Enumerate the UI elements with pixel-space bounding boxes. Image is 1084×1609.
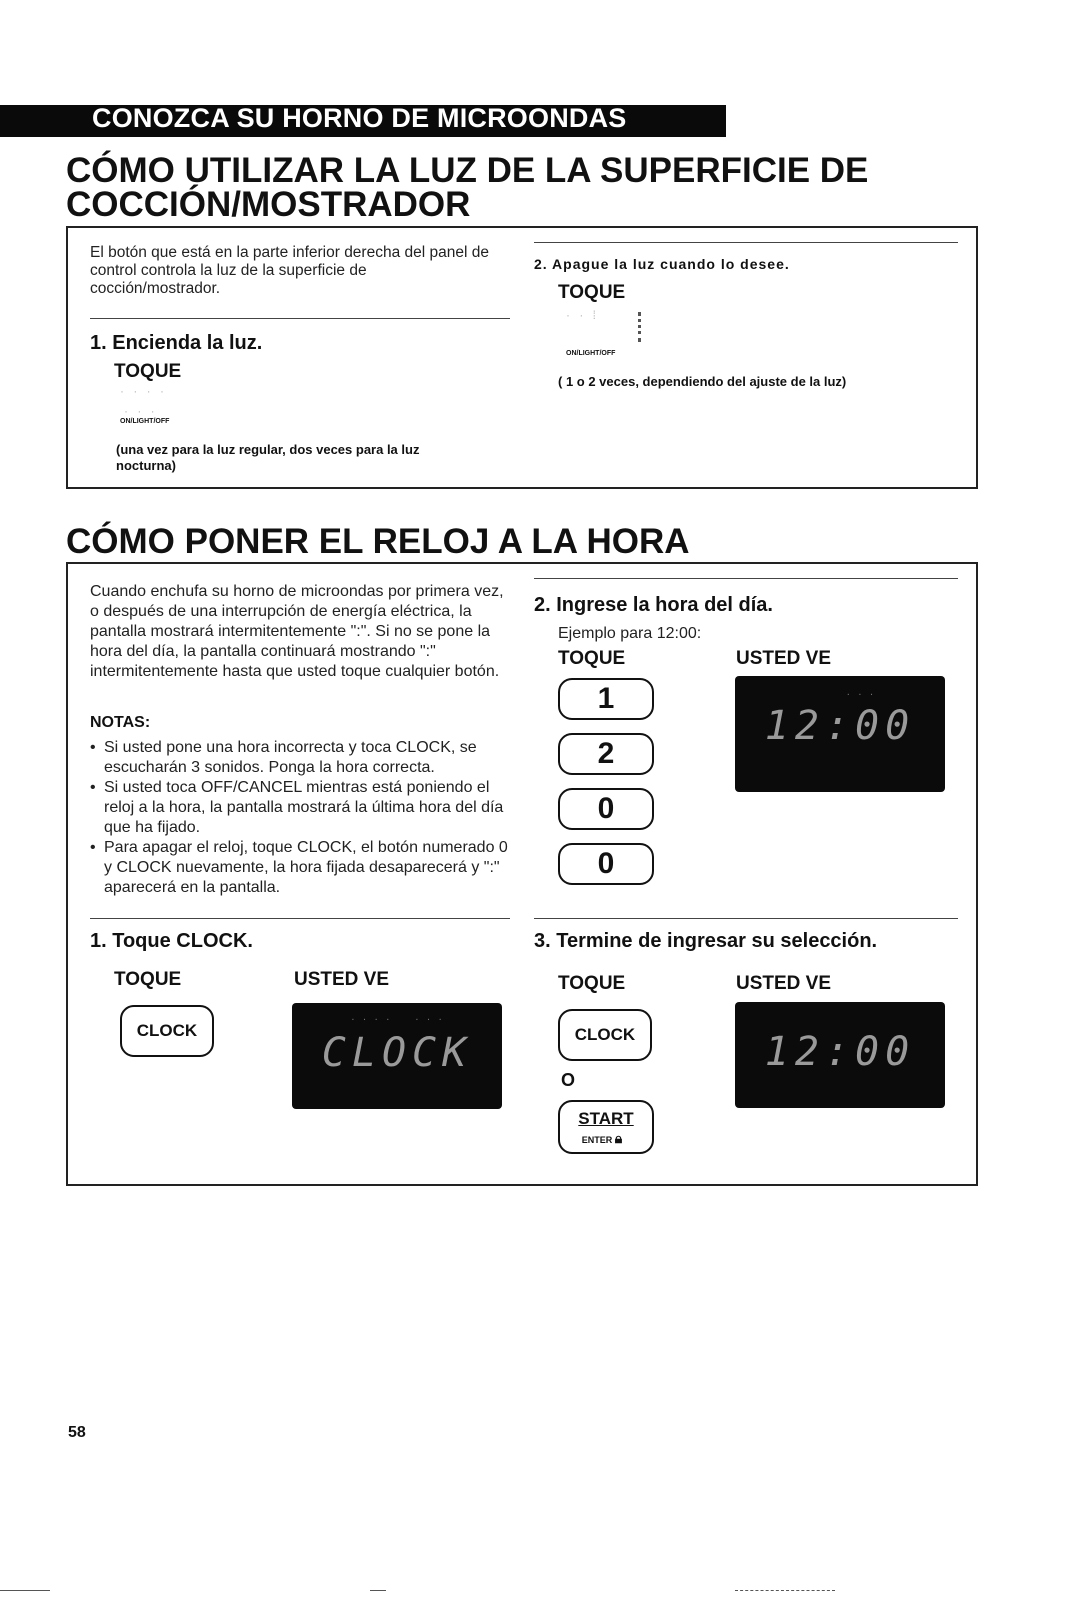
number-key-0[interactable]: 0	[558, 788, 654, 830]
clock-step2-example: Ejemplo para 12:00:	[558, 625, 702, 642]
display-indicators: · · · · · · ·	[350, 1015, 444, 1024]
time-display	[735, 676, 945, 792]
clock-step1-touch-label: TOQUE	[114, 969, 182, 990]
section-light-intro: El botón que está en la parte inferior derecha del panel de control controla la luz de la superficie de cocción/mostrador.	[90, 244, 489, 297]
light-step2-key-button[interactable]: ON/LIGHT/OFF	[566, 350, 616, 357]
enter-text: ENTER	[581, 1135, 613, 1145]
header-banner-title: CONOZCA SU HORNO DE MICROONDAS	[92, 103, 627, 133]
enter-label	[560, 1130, 652, 1147]
divider	[90, 318, 510, 319]
notes-title: NOTAS:	[90, 714, 151, 731]
clock-button[interactable]: CLOCK	[558, 1009, 652, 1061]
clock-step2-touch-label: TOQUE	[558, 648, 626, 669]
section-light-title-line1: CÓMO UTILIZAR LA LUZ DE LA SUPERFICIE DE	[66, 151, 869, 190]
note-item: • Si usted pone una hora incorrecta y toca CLOCK, se escucharán 3 sonidos. Ponga la hora correcta.	[90, 738, 510, 778]
display-readout: CLOCK	[321, 1030, 473, 1076]
divider	[90, 918, 510, 919]
clock-display	[292, 1003, 502, 1109]
scan-artifact	[735, 1590, 835, 1592]
clock-step3-touch-label: TOQUE	[558, 973, 626, 994]
display-indicators: · · ·	[845, 690, 875, 699]
section-clock-intro: Cuando enchufa su horno de microondas por primera vez, o después de una interrupción de energía eléctrica, la pantalla mostrará intermitentemente ":". Si no se pone la hora del día, la pantalla continuará mostrando ":" intermitentemente hasta que usted toque cualquier botón.	[90, 583, 504, 680]
clock-step3-heading: 3. Termine de ingresar su selección.	[534, 930, 878, 952]
light-step2-touch-label: TOQUE	[558, 282, 626, 303]
section-clock-title: CÓMO PONER EL RELOJ A LA HORA	[66, 522, 690, 561]
section-light-title-line2: COCCIÓN/MOSTRADOR	[66, 185, 471, 224]
page-number: 58	[68, 1424, 86, 1441]
clock-step1-see-label: USTED VE	[294, 969, 390, 990]
clock-step3-see-label: USTED VE	[736, 973, 832, 994]
scan-artifact	[0, 1590, 50, 1591]
light-step2-heading: 2. Apague la luz cuando lo desee.	[534, 256, 790, 272]
notes-list	[90, 738, 510, 898]
divider	[534, 578, 958, 579]
clock-step2-heading: 2. Ingrese la hora del día.	[534, 594, 773, 616]
light-step1-key-art: · · · ·	[120, 384, 167, 398]
light-step1-touch-label: TOQUE	[114, 361, 182, 382]
note-item: • Si usted toca OFF/CANCEL mientras está poniendo el reloj a la hora, la pantalla mostrará la última hora del día que ha fijado.	[90, 778, 510, 838]
light-step2-key-art2	[624, 312, 641, 342]
light-step2-note: ( 1 o 2 veces, dependiendo del ajuste de la luz)	[558, 374, 847, 389]
display-indicators	[735, 1002, 945, 1023]
scan-artifact	[370, 1590, 386, 1591]
clock-step1-heading: 1. Toque CLOCK.	[90, 930, 253, 952]
or-label: O	[561, 1070, 576, 1090]
light-step1-note: (una vez para la luz regular, dos veces para la luz nocturna)	[116, 442, 420, 473]
number-key-0[interactable]: 0	[558, 843, 654, 885]
display-readout: 12:00	[764, 703, 916, 749]
lock-icon: 🔒︎	[614, 1130, 623, 1146]
note-item: • Para apagar el reloj, toque CLOCK, el botón numerado 0 y CLOCK nuevamente, la hora fijada desaparecerá y ":" aparecerá en la pantalla.	[90, 838, 510, 898]
start-enter-button[interactable]	[558, 1100, 654, 1154]
light-step1-key-button[interactable]: ON/LIGHT/OFF	[120, 418, 170, 425]
time-display	[735, 1002, 945, 1108]
divider	[534, 242, 958, 243]
start-label: START	[578, 1109, 634, 1128]
number-key-2[interactable]: 2	[558, 733, 654, 775]
divider	[534, 918, 958, 919]
light-step1-heading: 1. Encienda la luz.	[90, 332, 263, 354]
light-step1-key-art2: · · ·	[124, 404, 158, 418]
light-step2-key-art: · · ⁞	[566, 308, 599, 322]
display-readout: 12:00	[764, 1029, 916, 1075]
clock-step2-see-label: USTED VE	[736, 648, 832, 669]
clock-button[interactable]: CLOCK	[120, 1005, 214, 1057]
number-key-1[interactable]: 1	[558, 678, 654, 720]
